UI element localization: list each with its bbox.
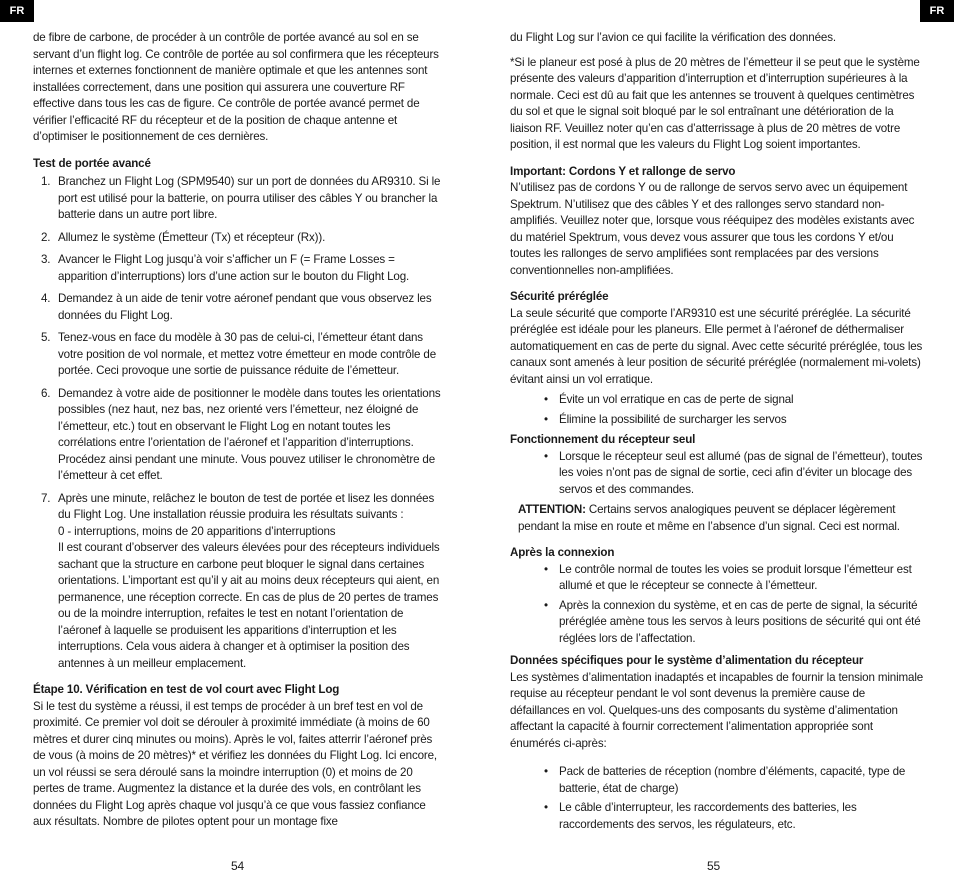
- list-item: [510, 392, 924, 409]
- attention-text: Certains servos analogiques peuvent se déplacer légèrement pendant la mise en route et même en l’absence d’un signal. Ceci est normal.: [518, 503, 900, 533]
- page-number-right: 55: [707, 859, 721, 873]
- step-number: 1.: [41, 175, 51, 188]
- bullet-icon: •: [544, 393, 548, 406]
- step10-heading: Étape 10. Vérification en test de vol court avec Flight Log: [33, 683, 340, 696]
- step-number: 3.: [41, 253, 51, 266]
- attention-label: ATTENTION:: [518, 503, 586, 516]
- power-paragraph: Les systèmes d’alimentation inadaptés et incapables de fournir la tension minimale requise au récepteur pendant le vol sont devenus la première cause de défaillances en vol. Quelques-uns des composants du système d’alimentation affectant la capacité à fournir correctement l’alimentation appropriée sont énumérés ci-après:: [510, 670, 924, 750]
- range-test-heading: Test de portée avancé: [33, 156, 151, 170]
- step-number: 2.: [41, 230, 51, 244]
- step-text: Avancer le Flight Log jusqu’à voir s’afficher un F (= Frame Losses = apparition d’interruptions) lors d’une action sur le bouton du Flight Log.: [58, 253, 410, 283]
- cords-heading: Important: Cordons Y et rallonge de servo: [510, 164, 736, 178]
- bullet-icon: •: [544, 598, 548, 612]
- cords-paragraph: N’utilisez pas de cordons Y ou de rallonge de servos servo avec un équipement Spektrum. N’utilisez que des câbles Y et des rallonges servo standard non-amplifiés. Veuillez noter que, lorsque vous rééquipez des modèles existants avec du matériel Spektrum, vous devez vous assurer que tous les cordons Y et/ou toutes les rallonges de servo amplifiées sont remplacées par des versions conventionnelles non-amplifiées.: [510, 181, 915, 277]
- list-item: [33, 491, 445, 673]
- bullet-icon: •: [544, 412, 548, 426]
- step-number: 7.: [41, 491, 51, 505]
- list-item: [33, 330, 445, 380]
- footnote-paragraph: *Si le planeur est posé à plus de 20 mètres de l’émetteur il se peut que le système présente des valeurs d’apparition d’interruption et d’interruption supérieures à la normale. Ceci est dû au fait que les antennes se trouvent à quelques centimètres du sol et que le signal soit bloqué par le sol entraînant une détérioration de la liaison RF. Veuillez noter qu’en cas d’atterrissage à plus de 20 mètres de votre position, il est normal que les valeurs du Flight Log soient importantes.: [510, 55, 920, 151]
- step-text: Tenez-vous en face du modèle à 30 pas de celui-ci, l’émetteur étant dans votre position de vol normale, et mettez votre émetteur en mode contrôle de portée. Ceci provoque une sortie de puissance réduite de l’émetteur.: [58, 331, 436, 377]
- step-result-line: 0 - interruptions, moins de 20 apparitions d’interruptions: [58, 524, 336, 538]
- language-tab-right: FR: [920, 0, 954, 22]
- right-page: [510, 30, 924, 837]
- failsafe-paragraph: La seule sécurité que comporte l’AR9310 est une sécurité préréglée. La sécurité préréglée est idéale pour les planeurs. Elle permet à l’aéronef de déthermaliser automatiquement en cas de perte du signal. Avec cette sécurité préréglée, tous les canaux sont amenés à leur position de sécurité préréglée (normalement mi-volets) évitant ainsi un vol erratique.: [510, 306, 923, 386]
- page-number-left: 54: [231, 859, 245, 873]
- step-number: 4.: [41, 292, 51, 305]
- list-item: [510, 562, 924, 595]
- list-item: [33, 386, 445, 485]
- attention-note: [510, 502, 924, 535]
- step-text: Après une minute, relâchez le bouton de test de portée et lisez les données du Flight Log. Une installation réussie produira les résultats suivants :: [58, 491, 435, 521]
- step-number: 5.: [41, 331, 51, 344]
- intro-paragraph: de fibre de carbone, de procéder à un contrôle de portée avancé au sol en se servant d’un flight log. Ce contrôle de portée au sol confirmera que les récepteurs internes et externes fonctionnent de manière optimale et que les antennes sont installées correctement, dans une position qui assurera une couverture RF effective dans tous les cas de figure. Ce contrôle de portée avancé permet de vérifier l’efficacité RF du récepteur et de la position de chaque antenne et d’optimiser le positionnement de ces dernières.: [33, 31, 439, 143]
- list-item: [510, 598, 924, 648]
- receiver-only-bullets: [510, 449, 924, 499]
- list-item: [33, 230, 445, 247]
- list-item: [510, 800, 924, 833]
- list-item: [33, 252, 445, 285]
- power-bullets: [510, 764, 924, 833]
- bullet-text: Élimine la possibilité de surcharger les servos: [559, 412, 787, 426]
- list-item: [510, 764, 924, 797]
- bullet-text: Le câble d’interrupteur, les raccordements des batteries, les raccordements des servos, les régulateurs, etc.: [559, 801, 857, 831]
- step-text: Demandez à votre aide de positionner le modèle dans toutes les orientations possibles (nez haut, nez bas, nez orienté vers l’émetteur, nez éloigné de l’émetteur, etc.) tout en observant le Flight Log en notant toutes les corrélations entre l’orientation de l’aéronef et l’apparition d’interruptions. Procédez ainsi pendant une minute. Vous pouvez utiliser le chronomètre de l’émetteur à cet effet.: [58, 386, 441, 482]
- failsafe-heading: Sécurité préréglée: [510, 290, 609, 303]
- step-extra-text: Il est courant d’observer des valeurs élevées pour des récepteurs individuels sachant que la structure en carbone peut bloquer le signal dans certaines orientations. L’important est qu’il y ait au moins deux récepteurs qui aient, en permanence, une réception correcte. En cas de plus de 20 pertes de trames ou de la moindre interruption, refaites le test en notant l’orientation de l’aéronef à laquelle se produisent les apparitions d’interruption et les interruptions. Cela vous aidera à changer et à optimiser la position des antennes à un meilleur emplacement.: [58, 541, 440, 670]
- step10-paragraph: Si le test du système a réussi, il est temps de procéder à un bref test en vol de proximité. Ce premier vol doit se dérouler à proximité immédiate (à moins de 60 mètres et durer cinq minutes ou moins). Après le vol, faites atterrir l’aéronef près de vous (à moins de 20 mètres)* et vérifiez les données du Flight Log. Ici encore, un vol réussi se sera déroulé sans la moindre interruption (0) et moins de 20 pertes de trame. Augmentez la distance et la durée des vols, en contrôlant les données du Flight Log après chaque vol jusqu’à ce que vous fassiez confiance aux résultats. Nombre de pilotes optent pour un montage fixe: [33, 699, 438, 828]
- left-page: [33, 30, 445, 831]
- failsafe-bullets: [510, 392, 924, 428]
- list-item: [33, 291, 445, 324]
- step-text: Demandez à un aide de tenir votre aéronef pendant que vous observez les données du Flight Log.: [58, 292, 432, 322]
- step-number: 6.: [41, 386, 51, 400]
- bullet-text: Évite un vol erratique en cas de perte de signal: [559, 393, 794, 406]
- list-item: [510, 412, 924, 429]
- continuation-paragraph: du Flight Log sur l’avion ce qui facilite la vérification des données.: [510, 31, 836, 44]
- after-connection-bullets: [510, 562, 924, 648]
- bullet-text: Pack de batteries de réception (nombre d’éléments, capacité, type de batterie, état de charge): [559, 765, 906, 795]
- language-tab-left: FR: [0, 0, 34, 22]
- receiver-only-heading: Fonctionnement du récepteur seul: [510, 433, 696, 446]
- range-test-steps: [33, 174, 445, 672]
- power-heading: Données spécifiques pour le système d’alimentation du récepteur: [510, 654, 864, 667]
- bullet-icon: •: [544, 449, 548, 463]
- step-text: Branchez un Flight Log (SPM9540) sur un port de données du AR9310. Si le port est utilisé pour la batterie, on pourra utiliser des câbles Y ou brancher la batterie dans un autre port libre.: [58, 175, 441, 221]
- list-item: [33, 174, 445, 224]
- bullet-text: Après la connexion du système, et en cas de perte de signal, la sécurité préréglée amène tous les servos à leurs positions de sécurité qui ont été réglées lors de l’affectation.: [559, 598, 921, 645]
- bullet-icon: •: [544, 765, 548, 778]
- after-connection-heading: Après la connexion: [510, 546, 615, 559]
- bullet-text: Le contrôle normal de toutes les voies se produit lorsque l’émetteur est allumé et que le récepteur se connecte à l’émetteur.: [559, 562, 912, 592]
- bullet-icon: •: [544, 562, 548, 576]
- bullet-text: Lorsque le récepteur seul est allumé (pas de signal de l’émetteur), toutes les voies n’ont pas de signal de sortie, ceci afin d’éviter un blocage des servos et des commandes.: [559, 449, 923, 496]
- bullet-icon: •: [544, 801, 548, 814]
- list-item: [510, 449, 924, 499]
- step-text: Allumez le système (Émetteur (Tx) et récepteur (Rx)).: [58, 230, 326, 244]
